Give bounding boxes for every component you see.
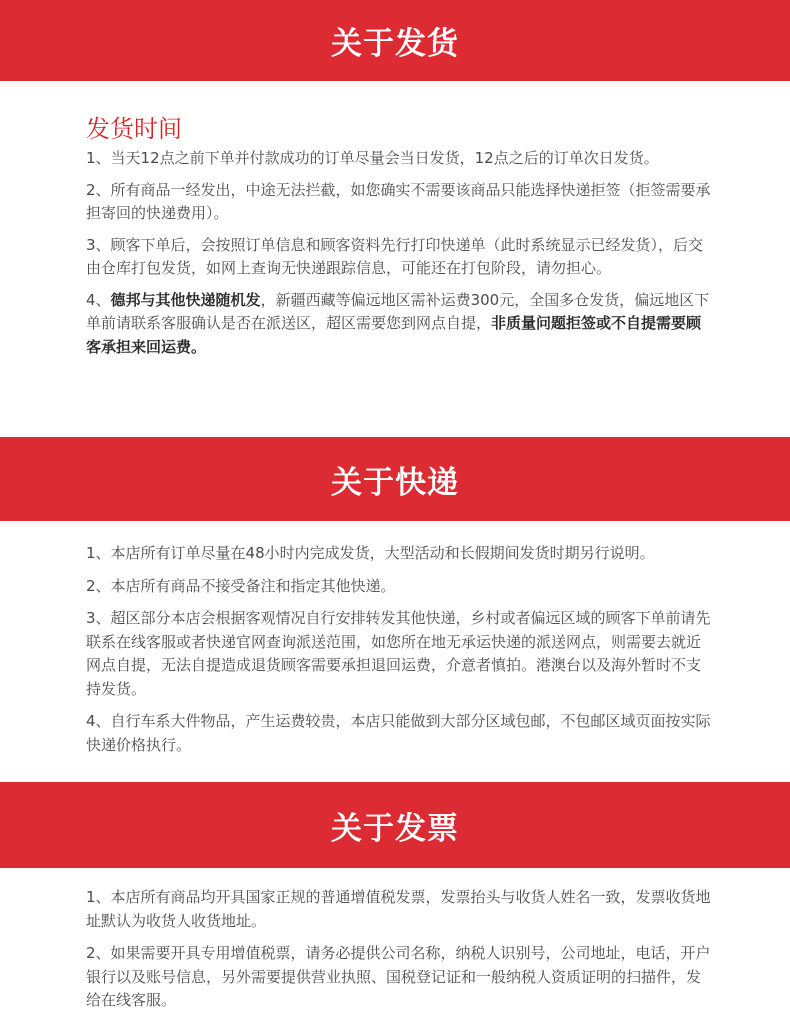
shipping-paragraph-4 — [86, 289, 712, 360]
invoice-paragraph-2: 2、如果需要开具专用增值税票，请务必提供公司名称，纳税人识别号，公司地址，电话，开户银行以及账号信息，另外需要提供营业执照、国税登记证和一般纳税人资质证明的扫描件，发给在线客服。 — [86, 944, 711, 1009]
shipping-section — [86, 113, 712, 367]
courier-random-note: 德邦与其他快递随机发 — [110, 290, 261, 309]
shipping-paragraph-4-body: ，新疆西藏等偏远地区需补运费300元，全国多仓发货，偏远地区下单前请联系客服确认是否在派送区，超区需要您到网点自提， — [86, 290, 710, 332]
express-section — [86, 542, 712, 766]
express-paragraph-4: 4、自行车系大件物品，产生运费较贵，本店只能做到大部分区域包邮，不包邮区域页面按实际快递价格执行。 — [86, 712, 711, 754]
shipping-banner — [0, 0, 790, 81]
shipping-paragraph-4-prefix: 4、 — [86, 290, 111, 309]
express-banner — [0, 437, 790, 521]
shipping-paragraph-2: 2、所有商品一经发出，中途无法拦截，如您确实不需要该商品只能选择快递拒签（拒签需要承担寄回的快递费用）。 — [86, 180, 711, 222]
invoice-paragraph-1: 1、本店所有商品均开具国家正规的普通增值税发票，发票抬头与收货人姓名一致，发票收货地址默认为收货人收货地址。 — [86, 888, 711, 930]
invoice-banner-title: 关于发票 — [331, 810, 459, 847]
shipping-time-heading: 发货时间 — [86, 115, 182, 143]
shipping-paragraph-1: 1、当天12点之前下单并付款成功的订单尽量会当日发货，12点之后的订单次日发货。 — [86, 149, 659, 167]
invoice-section — [86, 886, 712, 1022]
refusal-fee-note: 非质量问题拒签或不自提需要顾客承担来回运费。 — [86, 314, 702, 356]
invoice-banner — [0, 782, 790, 868]
express-paragraph-1: 1、本店所有订单尽量在48小时内完成发货，大型活动和长假期间发货时期另行说明。 — [86, 544, 655, 562]
shipping-banner-title: 关于发货 — [331, 26, 459, 62]
express-paragraph-3: 3、超区部分本店会根据客观情况自行安排转发其他快递，乡村或者偏远区域的顾客下单前请先联系在线客服或者快递官网查询派送范围，如您所在地无承运快递的派送网点，则需要去就近网点自提，无法自提造成退货顾客需要承担退回运费，介意者慎拍。港澳台以及海外暂时不支持发货。 — [86, 609, 711, 698]
express-banner-title: 关于快递 — [331, 464, 459, 501]
shipping-paragraph-3: 3、顾客下单后，会按照订单信息和顾客资料先行打印快递单（此时系统显示已经发货），后交由仓库打包发货，如网上查询无快递跟踪信息，可能还在打包阶段，请勿担心。 — [86, 235, 704, 277]
express-paragraph-2: 2、本店所有商品不接受备注和指定其他快递。 — [86, 576, 396, 595]
